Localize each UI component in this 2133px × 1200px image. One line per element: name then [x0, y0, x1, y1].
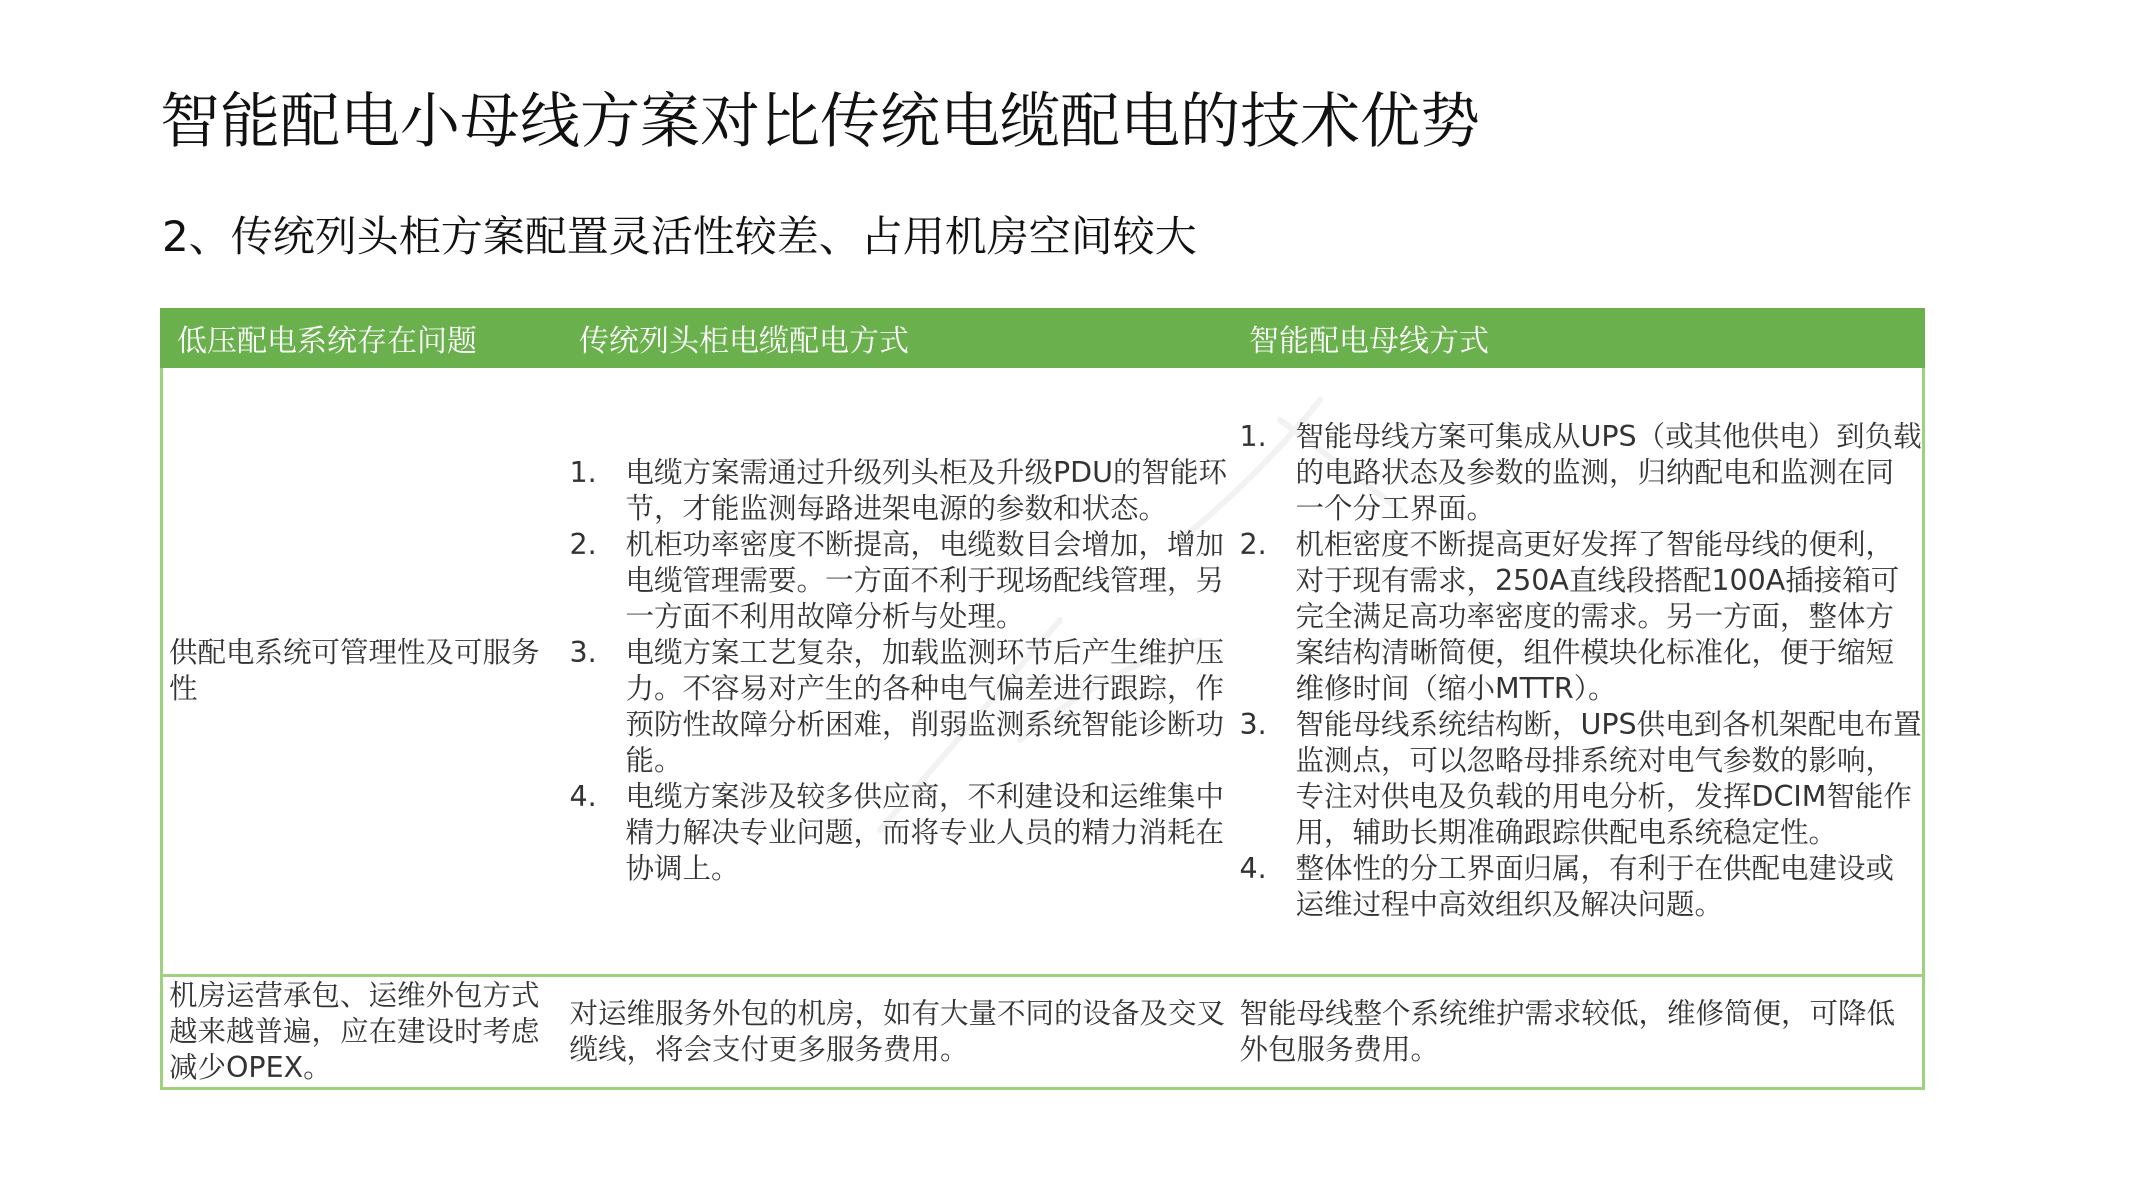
issue-cell [162, 976, 564, 1089]
list-item: 电缆方案涉及较多供应商，不利建设和运维集中精力解决专业问题，而将专业人员的精力消耗在协调上。 [625, 780, 1225, 885]
comparison-table [160, 308, 1925, 1090]
busbar-method-cell [1234, 976, 1924, 1089]
header-issue: 低压配电系统存在问题 [162, 310, 564, 367]
list-item: 机柜功率密度不断提高，电缆数目会增加，增加电缆管理需要。一方面不利于现场配线管理，另一方面不利用故障分析与处理。 [625, 528, 1225, 633]
cable-method-text: 对运维服务外包的机房，如有大量不同的设备及交叉缆线，将会支付更多服务费用。 [569, 997, 1226, 1066]
busbar-method-text: 智能母线整个系统维护需求较低，维修简便，可降低外包服务费用。 [1239, 997, 1896, 1066]
busbar-method-cell [1234, 367, 1924, 976]
cable-method-cell [564, 976, 1234, 1089]
issue-text: 供配电系统可管理性及可服务性 [169, 636, 540, 705]
list-item: 电缆方案工艺复杂，加载监测环节后产生维护压力。不容易对产生的各种电气偏差进行跟踪，作预防性故障分析困难，削弱监测系统智能诊断功能。 [625, 636, 1225, 777]
list-item: 机柜密度不断提高更好发挥了智能母线的便利，对于现有需求，250A直线段搭配100A插接箱可完全满足高功率密度的需求。另一方面，整体方案结构清晰简便，组件模块化标准化，便于缩短维修时间（缩小MTTR）。 [1295, 528, 1900, 705]
header-busbar-method: 智能配电母线方式 [1234, 310, 1924, 367]
table-header-row [162, 310, 1924, 367]
list-item: 整体性的分工界面归属，有利于在供配电建设或运维过程中高效组织及解决问题。 [1295, 852, 1895, 921]
slide-subtitle: 2、传统列头柜方案配置灵活性较差、占用机房空间较大 [162, 212, 1197, 261]
slide-title: 智能配电小母线方案对比传统电缆配电的技术优势 [160, 87, 1480, 157]
busbar-points-list [1240, 419, 1923, 923]
cable-points-list [570, 455, 1234, 887]
table-row [162, 367, 1924, 976]
list-item: 电缆方案需通过升级列头柜及升级PDU的智能环节，才能监测每路进架电源的参数和状态。 [625, 456, 1227, 525]
list-item: 智能母线系统结构断，UPS供电到各机架配电布置监测点，可以忽略母排系统对电气参数的影响，专注对供电及负载的用电分析，发挥DCIM智能作用，辅助长期准确跟踪供配电系统稳定性。 [1295, 708, 1922, 849]
header-cable-method: 传统列头柜电缆配电方式 [564, 310, 1234, 367]
table-row [162, 976, 1924, 1089]
issue-cell [162, 367, 564, 976]
issue-text: 机房运营承包、运维外包方式越来越普遍，应在建设时考虑减少OPEX。 [169, 979, 540, 1084]
list-item: 智能母线方案可集成从UPS（或其他供电）到负载的电路状态及参数的监测，归纳配电和监测在同一个分工界面。 [1295, 420, 1922, 525]
cable-method-cell [564, 367, 1234, 976]
